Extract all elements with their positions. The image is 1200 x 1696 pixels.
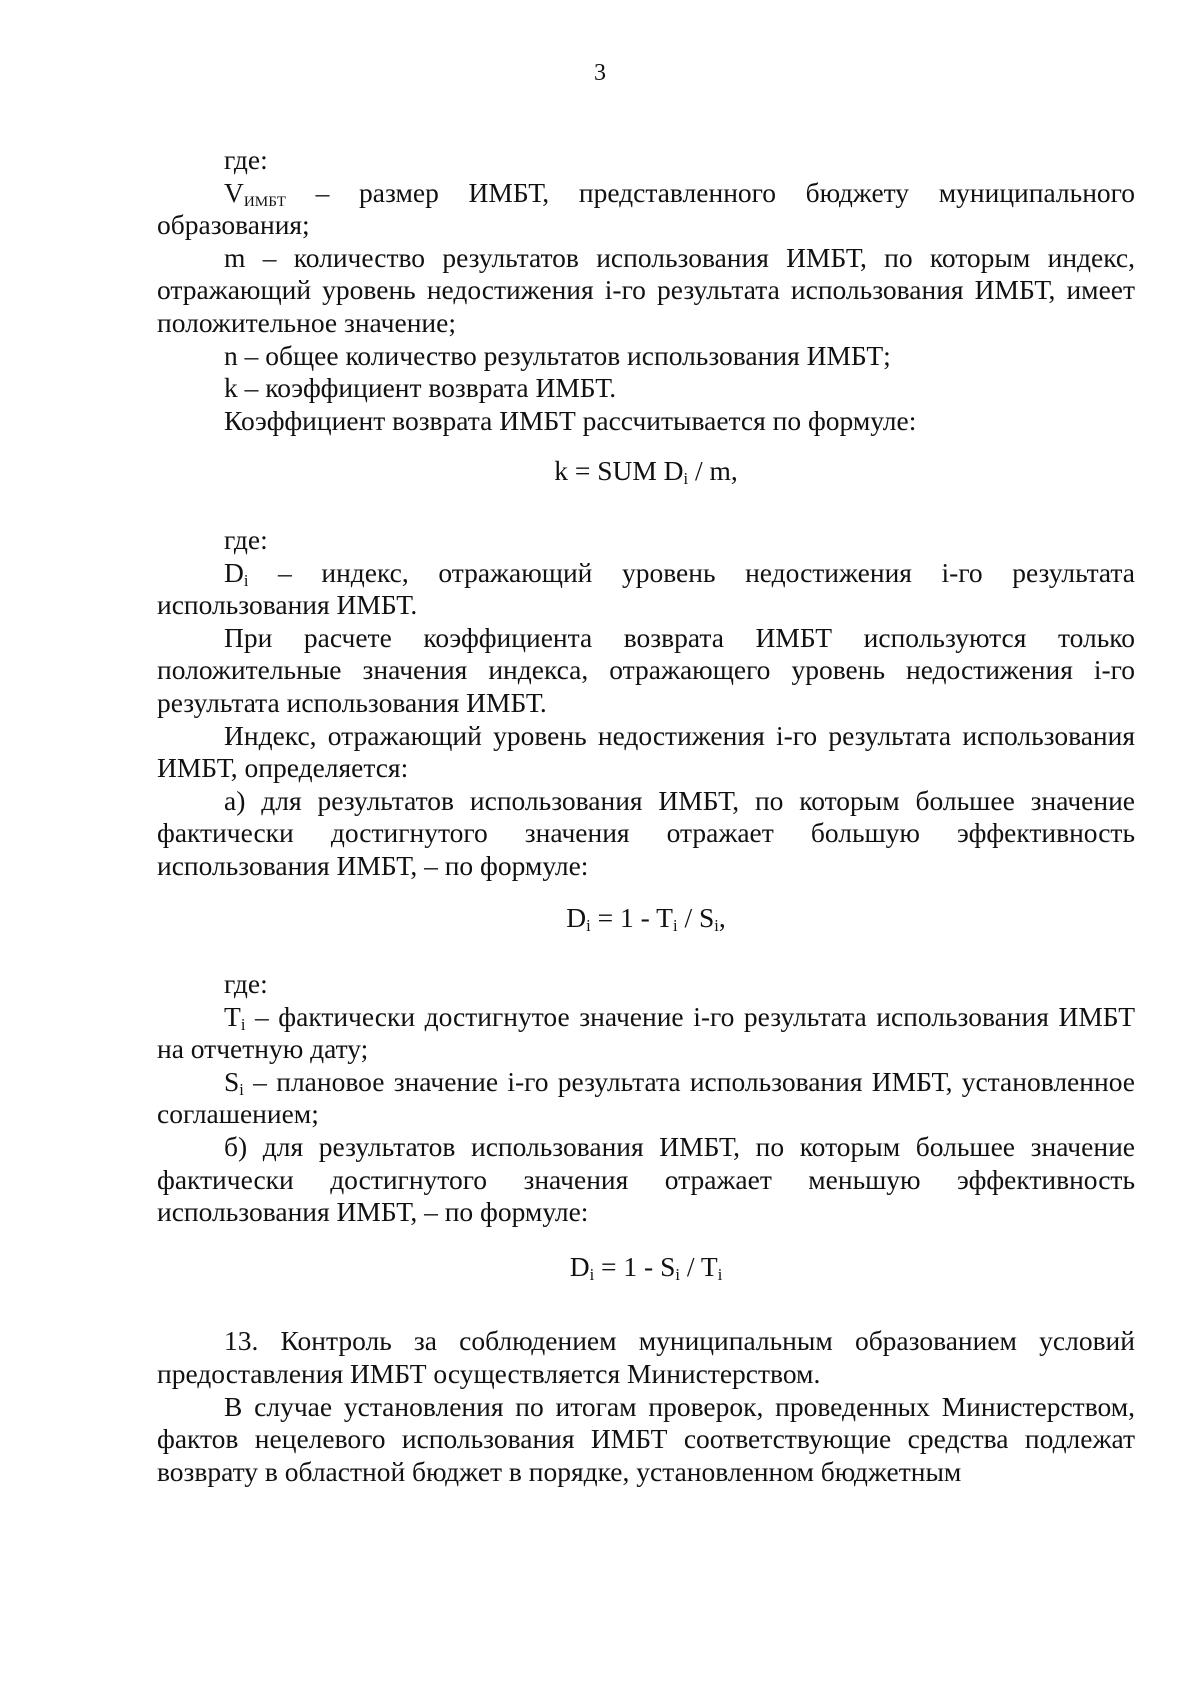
formula-b-t-sub: i [717,1264,723,1284]
definition-k: k – коэффициент возврата ИМБТ. [224,372,617,404]
symbol-d: D [224,556,244,588]
definition-d-text: – индекс, отражающий уровень недостижения i-го результата использования ИМБТ. [157,556,1135,621]
definition-t-text: – фактически достигнутое значение i-го результата использования ИМБТ на отчетную дату; [157,1000,1135,1065]
formula-a-mid: = 1 - T [590,902,673,934]
page-number: 3 [594,60,606,86]
formula-a-d-sub: i [586,916,591,936]
formula-a-t-sub: i [672,916,678,936]
symbol-v: V [224,176,244,208]
definition-m: m – количество результатов использования ИМБТ, по которым индекс, отражающий уровень недостижения i-го результата использования ИМБТ, имеет положительное значение; [157,241,1135,338]
where-label: где: [224,968,268,1000]
formula-a-d: D [566,902,587,934]
case-a-paragraph: а) для результатов использования ИМБТ, по которым большее значение фактически достигнутого значения отражает большую эффективность использования ИМБТ, – по формуле: [157,784,1135,881]
subscript-i: i [243,570,249,590]
definition-d [157,557,1135,622]
where-label: где: [224,144,268,175]
definition-s-text: – плановое значение i-го результата использования ИМБТ, установленное соглашением; [157,1065,1135,1130]
formula-b-d-sub: i [589,1264,595,1284]
formula-b-slash: / T [679,1250,718,1282]
formula-b [157,1251,1135,1284]
where-label: где: [224,523,268,555]
formula-k-right: / m, [688,455,738,487]
formula-k-subscript: i [683,469,689,489]
index-intro-paragraph: Индекс, отражающий уровень недостижения i-го результата использования ИМБТ, определяется: [157,719,1135,784]
subscript-i: i [240,1014,246,1034]
section-13-continuation: В случае установления по итогам проверок, проведенных Министерством, фактов нецелевого использования ИМБТ соответствующие средства подлежат возврату в областной бюджет в порядке, установленном бюджетным [157,1390,1135,1487]
section-13-paragraph: 13. Контроль за соблюдением муниципальным образованием условий предоставления ИМБТ осуществляется Министерством. [157,1325,1135,1389]
definition-t [157,1001,1135,1066]
formula-a-s-sub: i [714,916,719,936]
formula-a-end: , [718,902,726,934]
case-b-paragraph: б) для результатов использования ИМБТ, по которым большее значение фактически достигнутого значения отражает меньшую эффективность использования ИМБТ, – по формуле: [157,1131,1135,1228]
formula-b-s-sub: i [675,1264,680,1284]
definition-s [157,1066,1135,1131]
symbol-s: S [224,1065,240,1097]
document-body [157,144,1135,1488]
k-formula-intro: Коэффициент возврата ИМБТ рассчитывается по формуле: [224,404,917,436]
symbol-t: T [224,1000,241,1032]
formula-b-mid: = 1 - S [594,1250,676,1282]
subscript-imbt: ИМБТ [243,193,286,210]
definition-v-text: – размер ИМБТ, представленного бюджету муниципального образования; [157,176,1135,241]
definition-v [157,177,1135,242]
formula-b-d: D [569,1250,590,1282]
positive-values-paragraph: При расчете коэффициента возврата ИМБТ используются только положительные значения индекса, отражающего уровень недостижения i-го результата использования ИМБТ. [157,621,1135,718]
formula-a [157,902,1135,935]
formula-k [157,455,1135,488]
formula-a-slash: / S [677,902,715,934]
definition-n: n – общее количество результатов использования ИМБТ; [224,339,891,371]
formula-k-left: k = SUM D [554,455,684,487]
subscript-i: i [239,1079,244,1099]
